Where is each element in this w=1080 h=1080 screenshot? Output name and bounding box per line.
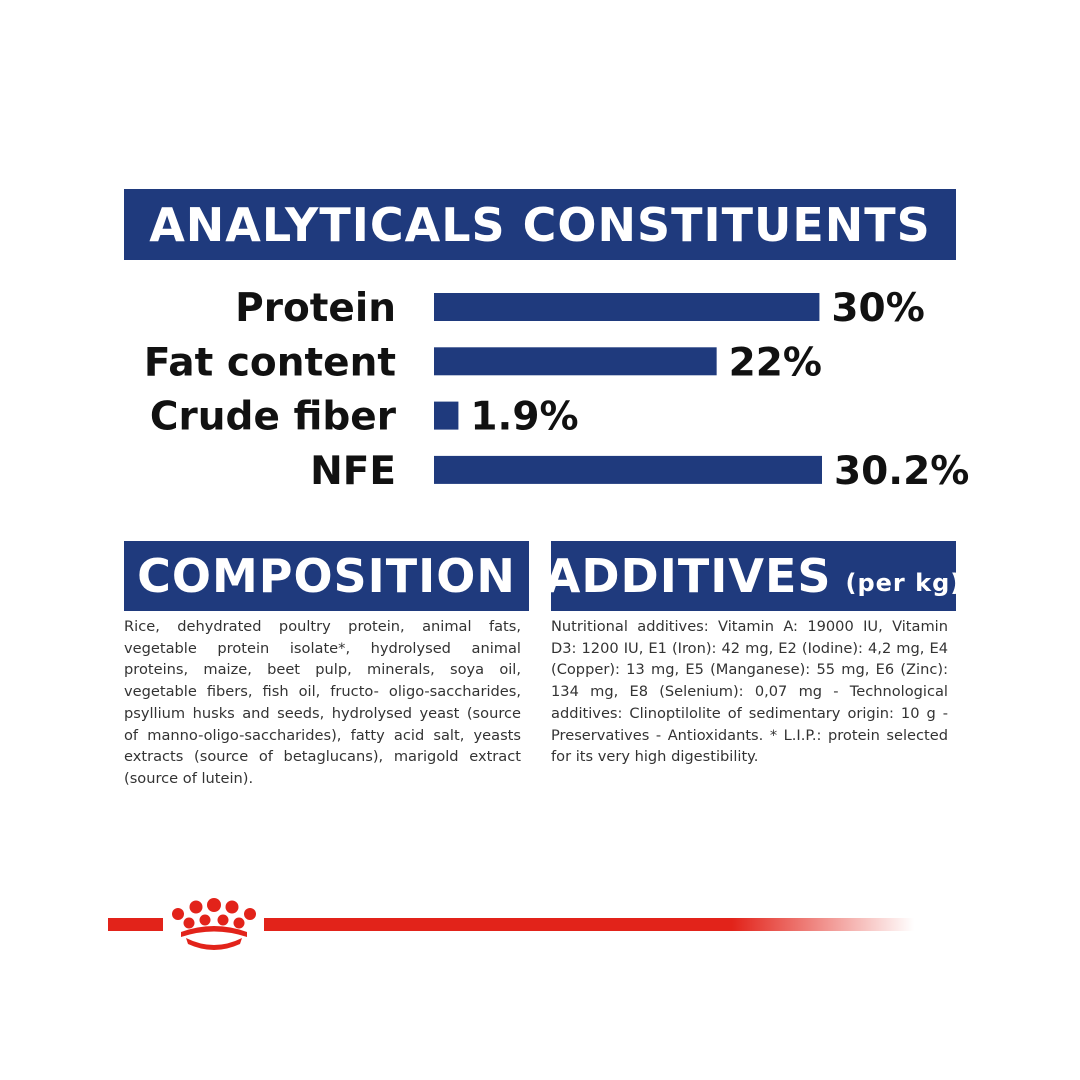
value-label: 30.2% xyxy=(834,448,970,494)
category-label: Fat content xyxy=(143,340,396,386)
category-label: NFE xyxy=(310,448,396,494)
royal-crown-icon xyxy=(172,898,256,950)
additives-banner xyxy=(544,541,963,611)
composition-banner xyxy=(124,541,529,611)
analyticals-title: ANALYTICALS CONSTITUENTS xyxy=(149,197,931,252)
red-rule-left xyxy=(108,918,163,931)
category-label: Crude fiber xyxy=(149,394,396,440)
red-rule-right xyxy=(264,918,914,931)
bar xyxy=(434,402,458,430)
additives-text: Nutritional additives: Vitamin A: 19000 IU, Vitamin D3: 1200 IU, E1 (Iron): 42 mg, E2 (Iodine): 4,2 mg, E4 (Copper): 13 mg, E5 (Manganese): 55 mg, E6 (Zinc): 134 mg, E8 (Selenium): 0,07 mg - Technological additives: Clinoptilolite of sedimentary origin: 10 g - Preservatives - Antioxidants. * L.I.P.: protein selected for its very high digestibility. xyxy=(551,618,948,766)
additives-title: ADDITIVES xyxy=(544,549,832,603)
category-label: Protein xyxy=(235,286,396,331)
composition-text: Rice, dehydrated poultry protein, animal fats, vegetable protein isolate*, hydrolysed animal proteins, maize, beet pulp, minerals, soya oil, vegetable fibers, fish oil, fructo- oligo-saccharides, psyllium husks and seeds, hydrolysed yeast (source of manno-oligo-saccharides), fatty acid salt, yeasts extracts (source of betaglucans), marigold extract (source of lutein). xyxy=(124,618,521,787)
additives-title-unit: (per kg) xyxy=(845,569,963,597)
value-label: 1.9% xyxy=(470,394,579,440)
value-label: 30% xyxy=(831,286,925,331)
bar xyxy=(434,456,822,484)
brand-rule xyxy=(0,890,1080,960)
composition-title: COMPOSITION xyxy=(137,549,516,603)
value-label: 22% xyxy=(728,340,823,386)
bar xyxy=(434,347,717,375)
bar xyxy=(434,293,819,321)
